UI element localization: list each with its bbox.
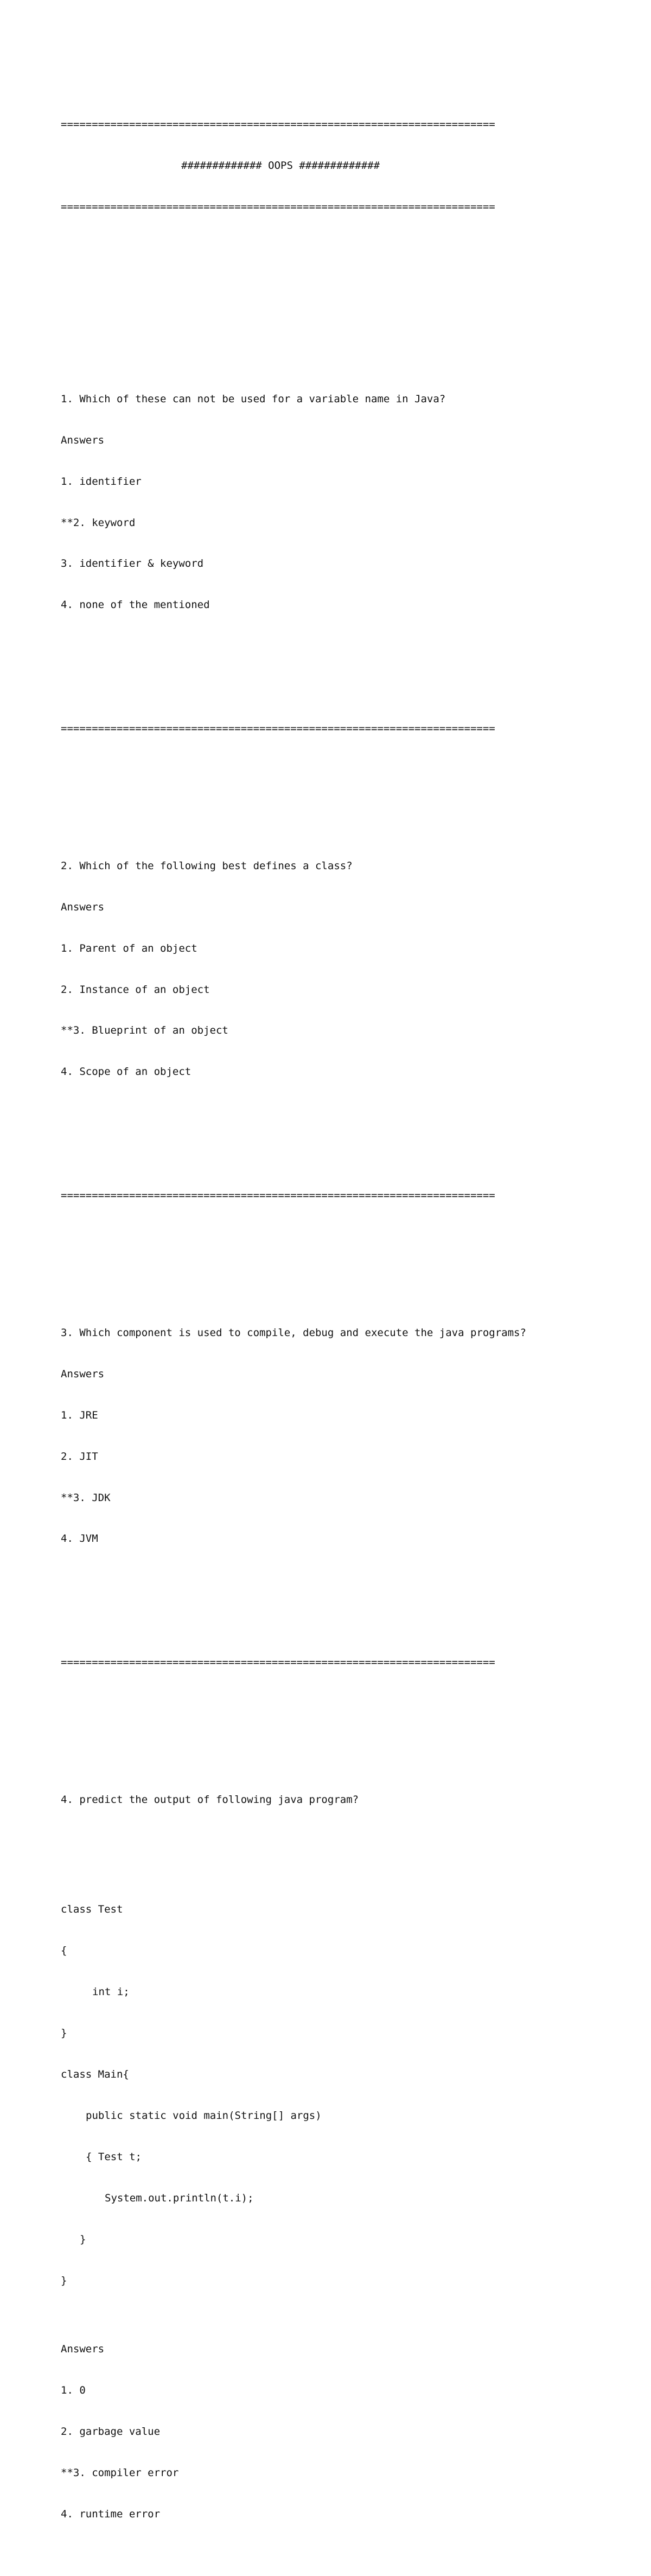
question-text: 2. Which of the following best defines a class? [61,859,353,872]
page-title: ############# OOPS ############# [181,159,380,172]
spacer [61,763,603,777]
separator-rule: ====================================================================== [61,722,495,735]
question-block-3 [61,1299,603,1573]
header-rule-bottom: ====================================================================== [61,200,495,213]
code-line: class Test [61,1903,123,1916]
answer-option: 4. none of the mentioned [61,599,210,611]
spacer [61,1615,603,1628]
answer-option: 4. Scope of an object [61,1066,192,1078]
answer-option: 2. Instance of an object [61,983,210,996]
code-line: public static void main(String[] args) [86,2109,322,2122]
separator-rule: ====================================================================== [61,1189,495,1202]
code-line: class Main{ [61,2068,129,2081]
answer-option-correct: **3. JDK [61,1491,111,1504]
spacer [61,255,603,269]
answer-option: 1. JRE [61,1409,98,1421]
answer-option: 2. garbage value [61,2425,161,2438]
answer-option-correct: **3. Blueprint of an object [61,1024,228,1037]
answer-option: 1. Parent of an object [61,942,197,954]
question-block-1 [61,365,603,640]
question-block-2 [61,832,603,1106]
code-line: int i; [92,1986,130,1998]
answer-option: 4. runtime error [61,2508,161,2520]
answers-label: Answers [61,1368,105,1380]
spacer [61,1230,603,1244]
answers-label: Answers [61,2343,105,2355]
answers-label: Answers [61,434,105,446]
spacer [61,1834,603,1848]
code-block [61,1876,603,2315]
spacer [61,296,603,310]
spacer [61,1697,603,1711]
question-block-4 [61,1766,603,2549]
answer-option: 1. 0 [61,2384,86,2396]
answer-option: 3. identifier & keyword [61,558,204,570]
code-line: { Test t; [86,2150,142,2163]
code-line: } [61,2274,67,2287]
header-rule-top: ====================================================================== [61,118,495,130]
answer-option-correct: **2. keyword [61,516,136,529]
code-line: } [61,2027,67,2040]
question-text: 3. Which component is used to compile, debug and execute the java programs? [61,1327,526,1339]
code-line: { [61,1945,67,1957]
code-line: System.out.println(t.i); [105,2192,254,2204]
spacer [61,1148,603,1161]
code-line: } [80,2233,86,2245]
answer-option-correct: **3. compiler error [61,2466,179,2479]
spacer [61,681,603,694]
separator-rule: ====================================================================== [61,1656,495,1669]
answer-option: 4. JVM [61,1533,98,1545]
document-page [61,77,603,2576]
answer-option: 1. identifier [61,475,142,488]
answers-label: Answers [61,901,105,913]
question-text: 4. predict the output of following java program? [61,1794,359,1806]
question-text: 1. Which of these can not be used for a variable name in Java? [61,393,446,405]
answer-option: 2. JIT [61,1450,98,1463]
